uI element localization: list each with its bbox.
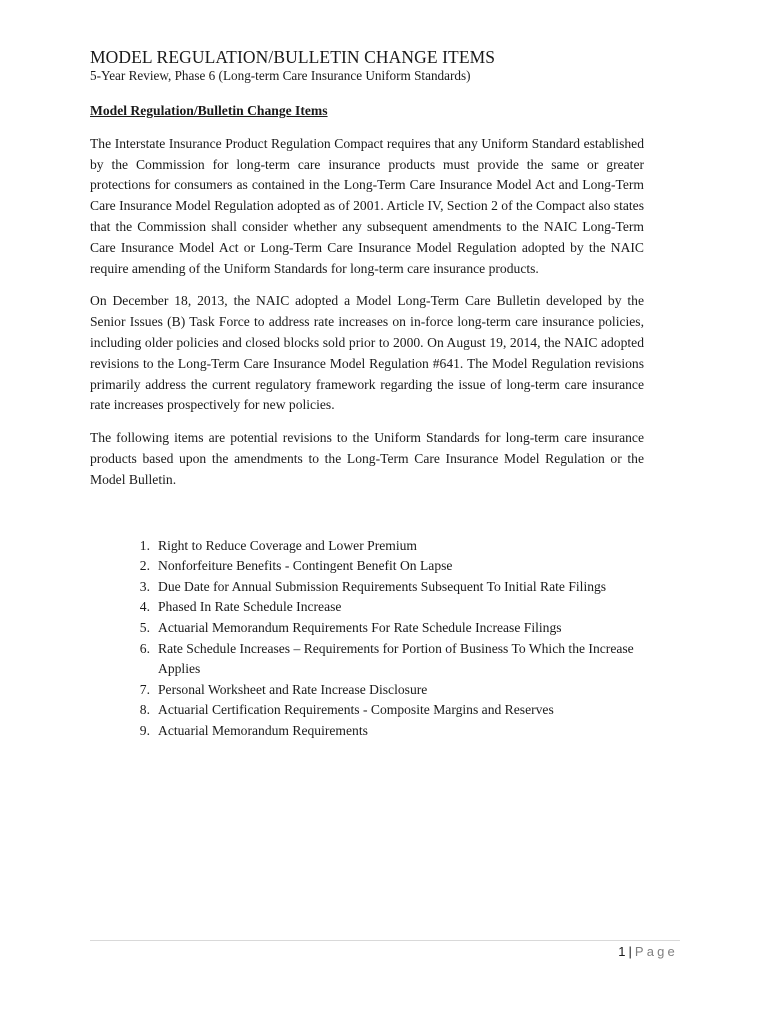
paragraph-compact-requirements: The Interstate Insurance Product Regulation Compact requires that any Uniform Standard established by the Commission for long-term care insurance products must provide the same or greater protections for consumers as contained in the Long-Term Care Insurance Model Act and Long-Term Care Insurance Model Regulation adopted as of 2001. Article IV, Section 2 of the Compact also states that the Commission shall consider whether any subsequent amendments to the NAIC Long-Term Care Insurance Model Act or Long-Term Care Insurance Model Regulation adopted by the NAIC require amending of the Uniform Standards for long-term care insurance products. — [90, 135, 644, 276]
footer-divider — [90, 940, 680, 941]
page-number: 1 — [618, 944, 626, 959]
list-item-number: 9. — [139, 722, 150, 738]
list-item — [90, 618, 644, 639]
page-label: Page — [634, 944, 678, 959]
page-footer — [618, 944, 678, 959]
list-item-text: Nonforfeiture Benefits - Contingent Benefit On Lapse — [158, 558, 453, 574]
list-item-text: Actuarial Certification Requirements - Composite Margins and Reserves — [158, 702, 554, 718]
list-item-number: 7. — [139, 681, 150, 697]
list-item — [90, 577, 644, 598]
paragraph-potential-revisions: The following items are potential revisions to the Uniform Standards for long-term care insurance products based upon the amendments to the Long-Term Care Insurance Model Regulation or the Model Bulletin. — [90, 430, 644, 487]
list-item-number: 6. — [139, 640, 150, 656]
change-items-list — [90, 536, 644, 742]
list-item-text: Right to Reduce Coverage and Lower Premium — [158, 537, 417, 553]
list-item — [90, 680, 644, 701]
list-item — [90, 700, 644, 721]
document-body — [90, 101, 644, 741]
list-item-text: Rate Schedule Increases – Requirements for Portion of Business To Which the Increase Applies — [158, 640, 634, 677]
list-item-number: 1. — [139, 537, 150, 553]
list-item-text: Due Date for Annual Submission Requirements Subsequent To Initial Rate Filings — [158, 578, 607, 594]
list-item-number: 3. — [139, 578, 150, 594]
document-subtitle: 5-Year Review, Phase 6 (Long-term Care Insurance Uniform Standards) — [90, 68, 471, 83]
document-title: MODEL REGULATION/BULLETIN CHANGE ITEMS — [90, 47, 496, 67]
list-item-text: Personal Worksheet and Rate Increase Disclosure — [158, 681, 428, 697]
list-item-text: Phased In Rate Schedule Increase — [158, 599, 342, 615]
list-item — [90, 556, 644, 577]
list-item — [90, 721, 644, 742]
paragraph-naic-adoption: On December 18, 2013, the NAIC adopted a Model Long-Term Care Bulletin developed by the Senior Issues (B) Task Force to address rate increases on in-force long-term care insurance policies, including older policies and closed blocks sold prior to 2000. On August 19, 2014, the NAIC adopted revisions to the Long-Term Care Insurance Model Regulation #641. The Model Regulation revisions primarily address the current regulatory framework regarding the issue of long-term care insurance rate increases prospectively for new policies. — [90, 293, 644, 413]
list-item — [90, 639, 644, 680]
list-item-number: 4. — [139, 599, 150, 615]
list-item — [90, 597, 644, 618]
list-item-number: 5. — [139, 619, 150, 635]
list-item-text: Actuarial Memorandum Requirements For Rate Schedule Increase Filings — [158, 619, 562, 635]
list-item — [90, 536, 644, 557]
section-heading: Model Regulation/Bulletin Change Items — [90, 103, 328, 118]
list-item-number: 2. — [139, 558, 150, 574]
list-item-number: 8. — [139, 702, 150, 718]
list-item-text: Actuarial Memorandum Requirements — [158, 722, 368, 738]
footer-separator: | — [628, 944, 632, 959]
